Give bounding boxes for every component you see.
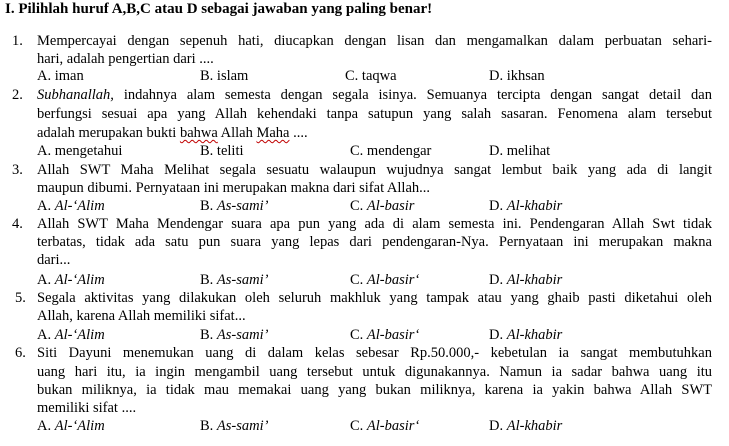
q2-line-3 [37,125,308,142]
q3-option-a-text: Al-‘Alim [54,198,105,214]
q5-line-1: Segala aktivitas yang dilakukan oleh seluruh makhluk yang tampak atau yang ghaib pasti diketahui oleh [37,290,712,306]
q2-spellcheck-word-2: Maha [256,125,290,141]
q4-line-1: Allah SWT Maha Mendengar suara apa pun yang ada di alam semesta ini. Pendengaran Allah Swt tidak [37,216,712,232]
q3-number: 3. [12,162,23,178]
q6-option-c-text: Al-basir‘ [366,418,420,434]
q3-option-b-text: As-sami’ [216,198,269,214]
q1-line-2: hari, adalah pengertian dari .... [37,51,214,67]
q4-option-b [200,272,268,289]
q6-line-4: memiliki sifat .... [37,400,137,416]
q1-option-b: B. islam [200,68,249,84]
q5-option-d [489,327,562,344]
q5-line-2: Allah, karena Allah memiliki sifat... [37,308,246,324]
q6-option-b [200,418,268,435]
q3-option-d-text: Al-khabir [506,198,563,214]
q6-line-1: Siti Dayuni menemukan uang di dalam kelas sebesar Rp.50.000,- kebetulan ia sangat membutuhkan [37,345,712,361]
q3-option-b [200,198,268,215]
q4-option-b-letter: B. [200,272,217,288]
q2-line-2: berfungsi sesuai apa yang Allah kehendaki tanpa satupun yang salah sasaran. Fenomena alam tersebut [37,106,712,122]
q6-option-d [489,418,562,435]
q2-line-1 [37,87,712,104]
q1-option-d: D. ikhsan [489,68,545,84]
q6-option-b-text: As-sami’ [216,418,269,434]
q4-number: 4. [12,216,23,232]
q6-option-c [350,418,419,435]
q3-option-c-text: Al-basir [366,198,415,214]
q2-option-b: B. teliti [200,143,244,159]
q5-option-c-letter: C. [350,327,367,343]
q3-line-2: maupun dibumi. Pernyataan ini merupakan makna dari sifat Allah... [37,180,431,196]
q3-option-a [37,198,105,215]
q2-option-c: C. mendengar [350,143,432,159]
q4-option-a [37,272,105,289]
q6-line-3: bukan miliknya, ia tidak mau memakai uang yang bukan miliknya, karena ia yakin bahwa Allah SWT [37,382,712,398]
q3-option-a-letter: A. [37,198,55,214]
q5-option-b-letter: B. [200,327,217,343]
q4-option-d-text: Al-khabir [506,272,563,288]
q6-line-2: uang hari itu, ia ingin mengambil uang tersebut untuk digunakannya. Namun ia sadar bahwa uang itu [37,364,712,380]
q1-line-1: Mempercayai dengan sepenuh hati, diucapkan dengan lisan dan mengamalkan dalam perbuatan sehari- [37,33,712,49]
q5-option-c-text: Al-basir‘ [366,327,420,343]
q1-option-a: A. iman [37,68,84,84]
q4-option-d [489,272,562,289]
q2-option-a: A. mengetahui [37,143,123,159]
q2-line-3-pre: adalah merupakan bukti [37,125,180,141]
q6-option-a-letter: A. [37,418,55,434]
q4-option-c [350,272,419,289]
q5-option-c [350,327,419,344]
q3-option-d [489,198,562,215]
q3-line-1: Allah SWT Maha Melihat segala sesuatu walaupun wujudnya sangat lembut baik yang ada di langit [37,162,712,178]
q2-option-d: D. melihat [489,143,551,159]
q1-number: 1. [12,33,23,49]
q6-option-a [37,418,105,435]
q4-option-a-letter: A. [37,272,55,288]
q4-option-a-text: Al-‘Alim [54,272,105,288]
q4-line-3: dari... [37,252,71,268]
q5-option-d-text: Al-khabir [506,327,563,343]
q3-option-c-letter: C. [350,198,367,214]
q4-option-d-letter: D. [489,272,507,288]
q5-option-a-letter: A. [37,327,55,343]
q6-option-b-letter: B. [200,418,217,434]
q5-option-b-text: As-sami’ [216,327,269,343]
q5-option-d-letter: D. [489,327,507,343]
q6-number: 6. [15,345,26,361]
q2-italic-term: Subhanallah, [37,87,114,103]
q5-option-a-text: Al-‘Alim [54,327,105,343]
q3-option-b-letter: B. [200,198,217,214]
q6-option-d-text: Al-khabir [506,418,563,434]
q4-option-c-letter: C. [350,272,367,288]
q6-option-d-letter: D. [489,418,507,434]
q2-line-1-rest: indahnya alam semesta dengan segala isinya. Semuanya tercipta dengan sangat detail dan [113,87,712,103]
q6-option-c-letter: C. [350,418,367,434]
q4-option-c-text: Al-basir‘ [366,272,420,288]
q4-option-b-text: As-sami’ [216,272,269,288]
q3-option-c [350,198,414,215]
q2-line-3-post: .... [289,125,308,141]
q1-option-c: C. taqwa [345,68,397,84]
q6-option-a-text: Al-‘Alim [54,418,105,434]
section-heading: I. Pilihlah huruf A,B,C atau D sebagai jawaban yang paling benar! [5,1,433,17]
q2-number: 2. [12,87,23,103]
q2-line-3-mid: Allah [217,125,257,141]
q3-option-d-letter: D. [489,198,507,214]
q4-line-2: terbatas, tidak ada satu pun suara yang lepas dari pendengaran-Nya. Pernyataan ini merupakan makna [37,234,712,250]
q5-option-b [200,327,268,344]
q2-spellcheck-word-1: bahwa [179,125,218,141]
q5-number: 5. [15,290,26,306]
q5-option-a [37,327,105,344]
